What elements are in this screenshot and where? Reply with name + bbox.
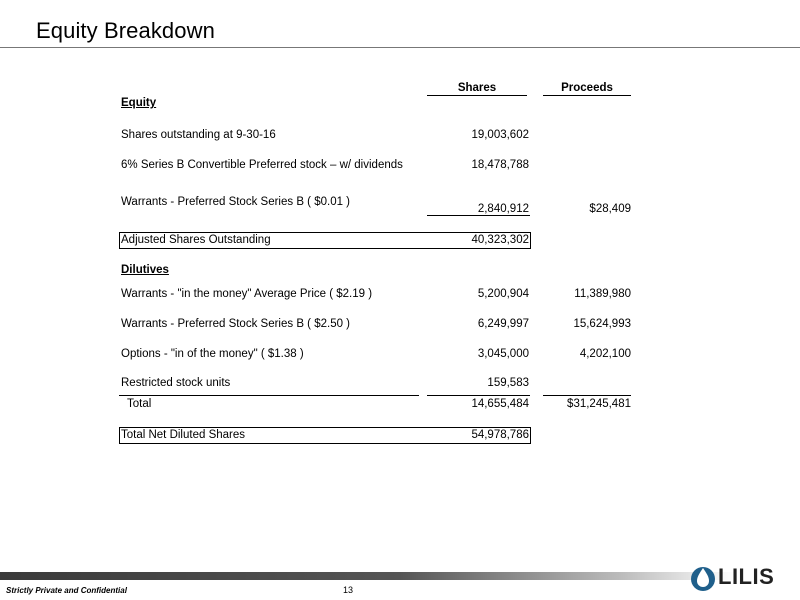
total-rule-proceeds: [543, 395, 631, 396]
adjusted-shares-value: 40,323,302: [471, 234, 529, 246]
row-proceeds: 15,624,993: [573, 318, 631, 330]
page-number: 13: [343, 585, 354, 595]
footer-bar: [0, 572, 800, 580]
company-logo: [690, 560, 792, 594]
row-label: Warrants - Preferred Stock Series B ( $2.50 ): [121, 318, 351, 330]
column-header-shares: Shares: [457, 82, 497, 94]
row-shares: 6,249,997: [477, 318, 529, 330]
header-underline-proceeds: [543, 95, 631, 96]
confidentiality-note: Strictly Private and Confidential: [6, 586, 127, 595]
total-rule-shares: [427, 395, 530, 396]
row-label: Shares outstanding at 9-30-16: [121, 129, 276, 141]
title-divider: [0, 47, 800, 48]
water-drop-icon: [690, 562, 716, 592]
header-underline-shares: [427, 95, 527, 96]
total-proceeds: $31,245,481: [567, 398, 631, 410]
net-diluted-label: Total Net Diluted Shares: [121, 429, 246, 441]
row-shares: 2,840,912: [477, 203, 529, 215]
page-title: Equity Breakdown: [36, 18, 215, 43]
net-diluted-value: 54,978,786: [471, 429, 529, 441]
subtotal-rule: [427, 215, 530, 216]
row-proceeds: 11,389,980: [574, 288, 631, 300]
row-shares: 159,583: [487, 377, 529, 389]
row-label: Warrants - Preferred Stock Series B ( $0.01 ): [121, 196, 351, 208]
total-rule-label: [119, 395, 419, 396]
row-shares: 19,003,602: [471, 129, 529, 141]
adjusted-shares-label: Adjusted Shares Outstanding: [121, 234, 271, 246]
row-label: Options - "in of the money" ( $1.38 ): [121, 348, 304, 360]
row-label: Warrants - "in the money" Average Price ( $2.19 ): [121, 288, 373, 300]
section-title-equity: Equity: [121, 97, 157, 109]
total-label: Total: [127, 398, 152, 410]
row-shares: 3,045,000: [477, 348, 529, 360]
row-proceeds: 4,202,100: [579, 348, 631, 360]
row-proceeds: $28,409: [589, 203, 631, 215]
total-shares: 14,655,484: [471, 398, 529, 410]
section-title-dilutives: Dilutives: [121, 264, 169, 276]
row-label: Restricted stock units: [121, 377, 231, 389]
column-header-proceeds: Proceeds: [561, 82, 613, 94]
logo-text: LILIS: [718, 564, 775, 589]
row-label: 6% Series B Convertible Preferred stock – w/ dividends: [121, 159, 403, 171]
row-shares: 5,200,904: [477, 288, 529, 300]
row-shares: 18,478,788: [471, 159, 529, 171]
